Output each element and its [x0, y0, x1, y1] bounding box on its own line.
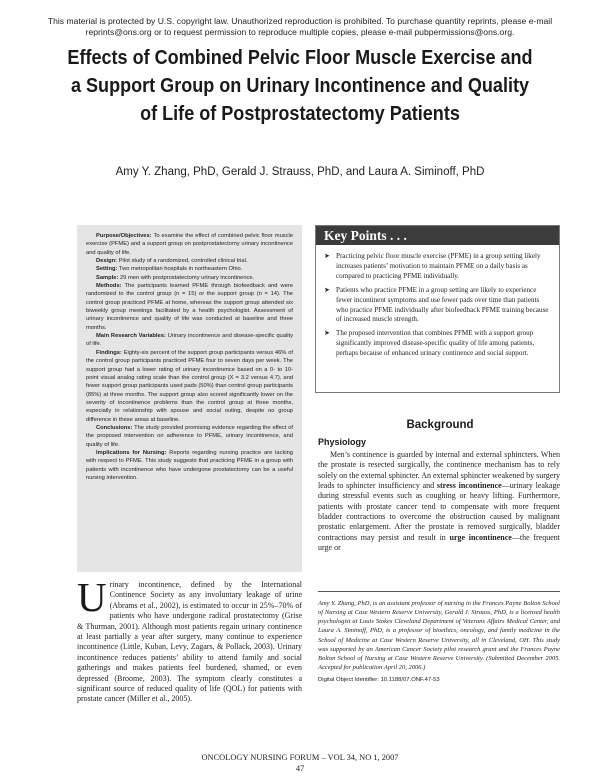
arrow-bullet-icon: ➤ [324, 252, 330, 260]
abstract-label: Design: [96, 258, 118, 265]
background-text: Men’s continence is guarded by internal and external sphincters. When the prostate is resected surgically, the continence mechanism has to rely solely on the external sphincter. An external sphincter weakened by surgery leads to sphincter insufficiency and [318, 450, 560, 491]
intro-paragraph [77, 574, 302, 705]
abstract-label: Conclusions: [96, 424, 133, 431]
key-point-item [324, 286, 553, 326]
author-note [318, 591, 560, 683]
abstract-label: Findings: [96, 349, 122, 356]
abstract-text: 29 men with postprostatectomy urinary incontinence. [119, 274, 255, 281]
article-title: Effects of Combined Pelvic Floor Muscle Exercise and a Support Group on Urinary Incontinence and Quality of Life of Postprostatectomy Patients [67, 46, 533, 125]
abstract-paragraph [86, 282, 293, 332]
abstract-paragraph [86, 232, 293, 257]
abstract-paragraph [86, 349, 293, 424]
key-point-text: The proposed intervention that combines PFME with a support group significantly improved disease-specific quality of life among patients, perhaps because of enhanced urinary continence and social support. [336, 329, 535, 358]
abstract-label: Methods: [96, 283, 122, 290]
background-text: —urinary leakage during stressful events such as coughing or heavy lifting. Furthermore, patients with prostate cancer tend to compensate with more frequent bladder contractions to overcome the obstruction caused by malignant prostatic enlargement. After the prostate is removed surgically, bladder contractions may persist and result in [318, 481, 561, 542]
abstract-paragraph [86, 257, 293, 265]
key-point-item [324, 252, 553, 282]
key-term: urge incontinence [449, 532, 512, 542]
key-point-item [324, 329, 553, 359]
key-term: stress incontinence [436, 481, 502, 491]
page-footer [30, 752, 570, 774]
physiology-subheading: Physiology [318, 437, 367, 447]
abstract-box [77, 225, 302, 572]
key-point-text: Patients who practice PFME in a group setting are likely to experience fewer incontinent symptoms and use fewer pads over time than patients who practice PFME individually after biofeedback PFME training because of increased muscle strength. [336, 285, 549, 324]
abstract-text: The participants learned PFME through biofeedback and were randomized to the control group (n = 15) or the support group (n = 14). The control group practiced PFME at home, whereas the support group attended six biweekly group meetings facilitated by a health psychologist. Assessment of urinary incontinence and quality of life was conducted at baseline and three months. [86, 283, 294, 331]
background-text: —the frequent urge or [318, 532, 560, 553]
abstract-label: Main Research Variables: [96, 333, 166, 340]
arrow-bullet-icon: ➤ [324, 329, 330, 338]
abstract-label: Implications for Nursing: [96, 449, 167, 456]
abstract-paragraph [86, 265, 293, 273]
abstract-label: Sample: [96, 274, 119, 281]
abstract-paragraph [86, 449, 293, 482]
abstract-label: Purpose/Objectives: [96, 233, 152, 239]
page-number: 47 [295, 764, 305, 773]
doi-line: Digital Object Identifier: 10.1188/07.ONF.47-53 [318, 677, 440, 684]
key-points-box [315, 225, 560, 393]
abstract-text: Two metropolitan hospitals in northeastern Ohio. [118, 266, 243, 273]
article-authors: Amy Y. Zhang, PhD, Gerald J. Strauss, PhD, and Laura A. Siminoff, PhD [115, 166, 485, 178]
drop-cap: U [77, 574, 107, 620]
intro-text: rinary incontinence, defined by the International Continence Society as any involuntary leakage of urine (Abrams et al., 2002), is estimated to occur in 25%–70% of patients who have undergone radical prostatectomy (Grise & Thurman, 2001). Although most patients regain urinary continence at least partially a year after surgery, many continue to experience incontinence (Little, Kuban, Levy, Zagars, & Pollack, 2003). Urinary incontinence reduces patients’ ability to attend family and social gatherings and makes patients feel burdened, shamed, or even depressed (Broome, 2003). The symptom clearly constitutes a significant source of reduced quality of life (QOL) for patients with prostate cancer (Miller et al., 2005). [77, 580, 302, 704]
abstract-text: To examine the effect of combined pelvic floor muscle exercise (PFME) and a support group on postprostatectomy urinary incontinence and quality of life. [86, 233, 293, 256]
journal-footer: ONCOLOGY NURSING FORUM – VOL 34, NO 1, 2007 [201, 753, 399, 762]
background-heading: Background [406, 419, 474, 431]
key-point-text: Practicing pelvic floor muscle exercise (PFME) in a group setting likely increases patients’ motivation to maintain PFME on a daily basis as compared to practicing PFME individually. [336, 252, 541, 280]
key-points-heading: Key Points . . . [316, 226, 559, 245]
copyright-notice: This material is protected by U.S. copyright law. Unauthorized reproduction is prohibited. To purchase quantity reprints, please e-mail reprints@ons.org or to request permission to reproduce multiple copies, please e-mail pubpermissions@ons.org. [47, 16, 553, 37]
abstract-paragraph [86, 424, 293, 449]
background-paragraph [318, 450, 560, 553]
abstract-text: Reports regarding nursing practice are lacking with respect to PFME. This study suggests that practicing PFME in a group with patients with incontinence who have undergone prostatectomy can be a useful nursing intervention. [86, 449, 293, 481]
arrow-bullet-icon: ➤ [324, 285, 330, 294]
abstract-text: The study provided promising evidence regarding the effect of the proposed intervention on adherence to PFME, urinary incontinence, and quality of life. [86, 424, 293, 448]
abstract-paragraph [86, 274, 293, 282]
abstract-text: Eighty-six percent of the support group participants versus 46% of the control group participants practiced PFME four to seven days per week. The support group had a lower rating of urinary incontinence based on a 0- to 10-point visual analog rating scale than the control group (X = 3.2 versus 4.7), and fewer support group participants used pads (50%) than control group participants (85%) at three months. The support group also scored significantly lower on the severity of incontinence problems than the control group at three months, especially in relationship with spouse and social outing, despite no group difference in these areas at baseline. [86, 349, 293, 423]
abstract-text: Urinary incontinence and disease-specific quality of life. [86, 333, 293, 348]
key-points-list [324, 252, 553, 359]
author-note-text: Amy Y. Zhang, PhD, is an assistant professor of nursing in the Frances Payne Bolton School of Nursing at Case Western Reserve University, Gerald J. Strauss, PhD, is a licensed health psychologist at Louis Stokes Cleveland Department of Veterans Affairs Medical Center, and Laura A. Siminoff, PhD, is a professor of bioethics, oncology, and family medicine in the School of Medicine at Case Western Reserve University, all in Cleveland, OH. This study was supported by an American Cancer Society pilot research grant and the Frances Payne Bolton School of Nursing at Case Western Reserve University. (Submitted December 2005. Accepted for publication April 20, 2006.) [318, 600, 560, 672]
abstract-text: Pilot study of a randomized, controlled clinical trial. [118, 258, 248, 265]
abstract-paragraph [86, 332, 293, 349]
abstract-label: Setting: [96, 266, 118, 273]
